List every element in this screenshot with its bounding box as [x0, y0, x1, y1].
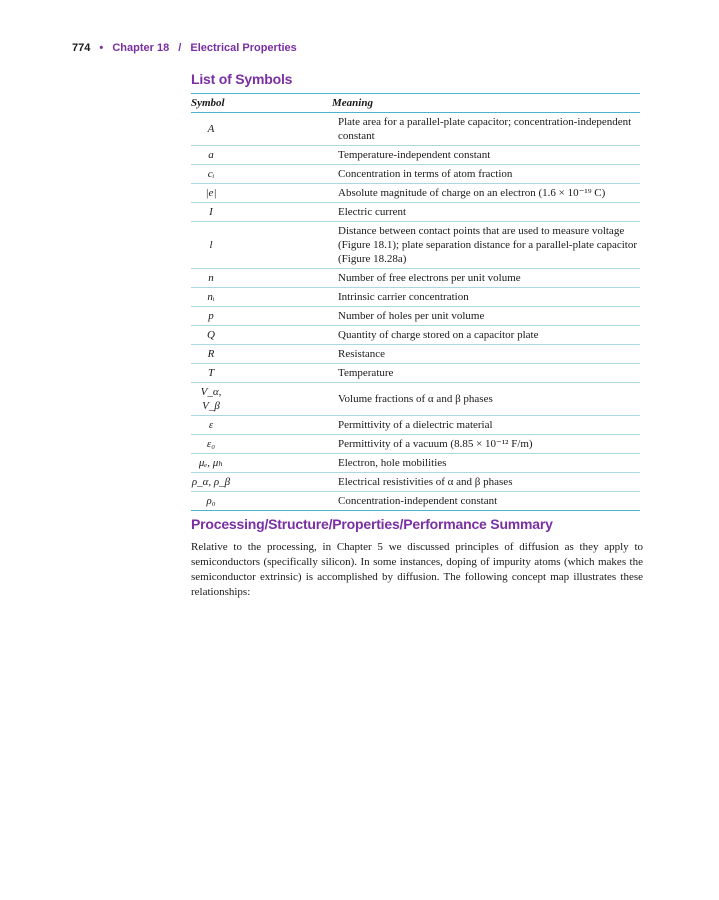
chapter-title: Electrical Properties	[190, 42, 297, 54]
spacer-cell	[231, 345, 332, 364]
meaning-cell: Electron, hole mobilities	[332, 454, 640, 473]
meaning-cell: Number of free electrons per unit volume	[332, 269, 640, 288]
table-row	[191, 326, 640, 345]
summary-heading: Processing/Structure/Properties/Performance Summary	[191, 516, 553, 532]
symbol-cell: ρ₀	[191, 492, 231, 511]
spacer-cell	[231, 454, 332, 473]
meaning-cell: Intrinsic carrier concentration	[332, 288, 640, 307]
meaning-column-header: Meaning	[332, 94, 640, 113]
meaning-cell: Distance between contact points that are used to measure voltage (Figure 18.1); plate separation distance for a parallel-plate capacitor (Figure 18.28a)	[332, 222, 640, 269]
table-row	[191, 203, 640, 222]
meaning-cell: Absolute magnitude of charge on an electron (1.6 × 10⁻¹⁹ C)	[332, 184, 640, 203]
symbols-table-body	[191, 113, 640, 511]
meaning-cell: Permittivity of a dielectric material	[332, 416, 640, 435]
spacer-cell	[231, 184, 332, 203]
symbol-cell: R	[191, 345, 231, 364]
meaning-cell: Concentration-independent constant	[332, 492, 640, 511]
symbol-cell: ε₀	[191, 435, 231, 454]
meaning-cell: Volume fractions of α and β phases	[332, 383, 640, 416]
table-row	[191, 288, 640, 307]
spacer-cell	[231, 416, 332, 435]
spacer-cell	[231, 473, 332, 492]
spacer-cell	[231, 222, 332, 269]
spacer-cell	[231, 165, 332, 184]
summary-paragraph: Relative to the processing, in Chapter 5 we discussed principles of diffusion as they apply to semiconductors (specifically silicon). In some instances, doping of impurity atoms (which makes the semiconductor extrinsic) is accomplished by diffusion. The following concept map illustrates these relationships:	[191, 541, 643, 598]
symbol-cell: nᵢ	[191, 288, 231, 307]
spacer-cell	[231, 364, 332, 383]
symbol-cell: n	[191, 269, 231, 288]
meaning-cell: Resistance	[332, 345, 640, 364]
slash-separator: /	[178, 42, 182, 54]
table-row	[191, 345, 640, 364]
table-row	[191, 473, 640, 492]
table-row	[191, 307, 640, 326]
table-row	[191, 222, 640, 269]
table-row	[191, 454, 640, 473]
table-row	[191, 435, 640, 454]
symbol-column-header: Symbol	[191, 94, 332, 113]
symbol-cell: |e|	[191, 184, 231, 203]
spacer-cell	[231, 269, 332, 288]
table-row	[191, 416, 640, 435]
symbol-cell: μₑ, μₕ	[191, 454, 231, 473]
meaning-cell: Temperature	[332, 364, 640, 383]
symbol-cell: I	[191, 203, 231, 222]
table-row	[191, 383, 640, 416]
symbol-cell: a	[191, 146, 231, 165]
spacer-cell	[231, 288, 332, 307]
table-header-row	[191, 94, 640, 113]
symbol-cell: ε	[191, 416, 231, 435]
spacer-cell	[231, 383, 332, 416]
meaning-cell: Electric current	[332, 203, 640, 222]
spacer-cell	[231, 435, 332, 454]
table-row	[191, 146, 640, 165]
table-row	[191, 269, 640, 288]
table-row	[191, 492, 640, 511]
spacer-cell	[231, 492, 332, 511]
table-row	[191, 364, 640, 383]
meaning-cell: Temperature-independent constant	[332, 146, 640, 165]
symbol-cell: cᵢ	[191, 165, 231, 184]
table-row	[191, 113, 640, 146]
symbol-cell: ρ_α, ρ_β	[191, 473, 231, 492]
meaning-cell: Plate area for a parallel-plate capacitor; concentration-independent constant	[332, 113, 640, 146]
chapter-label: Chapter 18	[112, 42, 170, 54]
symbols-table	[191, 93, 640, 511]
spacer-cell	[231, 203, 332, 222]
meaning-cell: Quantity of charge stored on a capacitor plate	[332, 326, 640, 345]
symbol-cell: Q	[191, 326, 231, 345]
bullet-separator: •	[99, 42, 104, 54]
table-row	[191, 184, 640, 203]
list-of-symbols-heading: List of Symbols	[191, 71, 293, 87]
spacer-cell	[231, 146, 332, 165]
running-head	[72, 42, 297, 54]
symbol-cell: T	[191, 364, 231, 383]
table-row	[191, 165, 640, 184]
meaning-cell: Permittivity of a vacuum (8.85 × 10⁻¹² F/m)	[332, 435, 640, 454]
symbol-cell: V_α, V_β	[191, 383, 231, 416]
symbol-cell: A	[191, 113, 231, 146]
symbol-cell: p	[191, 307, 231, 326]
meaning-cell: Concentration in terms of atom fraction	[332, 165, 640, 184]
spacer-cell	[231, 307, 332, 326]
spacer-cell	[231, 113, 332, 146]
page-number: 774	[72, 42, 91, 54]
meaning-cell: Number of holes per unit volume	[332, 307, 640, 326]
spacer-cell	[231, 326, 332, 345]
meaning-cell: Electrical resistivities of α and β phases	[332, 473, 640, 492]
symbol-cell: l	[191, 222, 231, 269]
